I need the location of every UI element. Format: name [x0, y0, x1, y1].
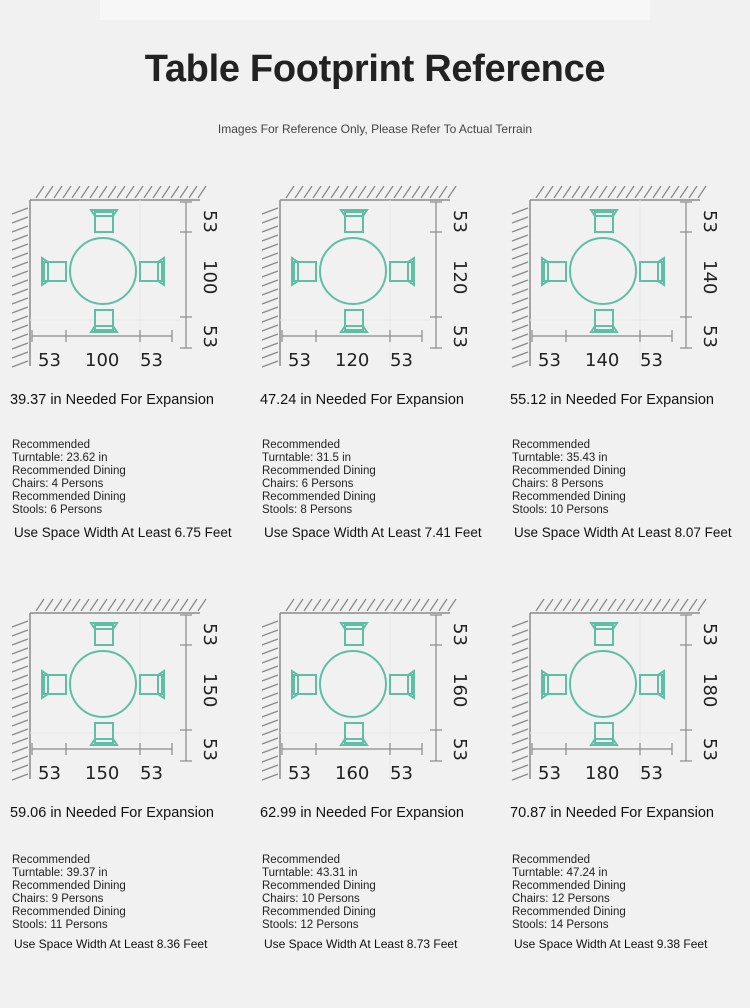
rec-line: Recommended Dining	[12, 491, 126, 503]
chair-bottom	[341, 310, 367, 332]
dim-left-label: 53	[38, 763, 61, 784]
floor-plan-diagram	[500, 180, 750, 380]
rec-line: Turntable: 31.5 in	[262, 452, 352, 464]
dim-bottom-label: 53	[699, 325, 720, 348]
chair-bottom	[341, 723, 367, 745]
rec-line: Recommended	[262, 439, 340, 451]
footprint-card	[0, 180, 250, 595]
dim-right-label: 53	[140, 763, 163, 784]
dim-mid-label: 100	[199, 260, 220, 295]
dim-bottom-label: 53	[449, 325, 470, 348]
chair-top	[91, 623, 117, 645]
room-grid	[280, 200, 430, 366]
rec-line: Recommended	[12, 854, 90, 866]
rec-line: Recommended Dining	[512, 491, 626, 503]
round-table	[320, 651, 386, 717]
rec-line: Recommended Dining	[262, 465, 376, 477]
recommendation-block	[262, 439, 462, 517]
rec-line: Stools: 6 Persons	[12, 504, 103, 516]
round-table	[70, 238, 136, 304]
space-width-note: Use Space Width At Least 8.36 Feet	[14, 937, 208, 951]
expansion-note: 39.37 in Needed For Expansion	[10, 392, 214, 408]
dim-right-label: 53	[640, 350, 663, 371]
dim-top-label: 53	[199, 623, 220, 646]
footprint-card	[250, 593, 500, 1008]
recommendation-block	[512, 854, 712, 932]
rec-line: Chairs: 9 Persons	[12, 893, 104, 905]
rec-line: Turntable: 39.37 in	[12, 867, 108, 879]
floor-plan-diagram	[0, 180, 250, 380]
round-table	[70, 651, 136, 717]
dim-top-label: 53	[699, 210, 720, 233]
dim-left-label: 53	[38, 350, 61, 371]
recommendation-block	[262, 854, 462, 932]
floor-plan-diagram	[250, 180, 500, 380]
chair-top	[591, 623, 617, 645]
chair-left	[292, 671, 316, 698]
room-grid	[280, 613, 430, 779]
dim-right-label: 53	[390, 763, 413, 784]
dim-right-label: 53	[640, 763, 663, 784]
space-width-note: Use Space Width At Least 9.38 Feet	[514, 937, 708, 951]
rec-line: Chairs: 4 Persons	[12, 478, 104, 490]
chair-bottom	[91, 723, 117, 745]
vertical-dimension	[680, 615, 692, 761]
space-width-note: Use Space Width At Least 7.41 Feet	[264, 525, 482, 540]
rec-line: Recommended Dining	[512, 906, 626, 918]
rec-line: Recommended	[512, 854, 590, 866]
dim-bottom-label: 53	[199, 325, 220, 348]
dim-bottom-label: 53	[199, 738, 220, 761]
rec-line: Chairs: 12 Persons	[512, 893, 610, 905]
expansion-note: 59.06 in Needed For Expansion	[10, 805, 214, 821]
recommendation-block	[512, 439, 712, 517]
dim-center-label: 140	[585, 350, 620, 371]
rec-line: Recommended Dining	[12, 880, 126, 892]
dim-bottom-label: 53	[449, 738, 470, 761]
expansion-note: 47.24 in Needed For Expansion	[260, 392, 464, 408]
rec-line: Recommended Dining	[262, 906, 376, 918]
header-panel	[100, 0, 650, 20]
dim-center-label: 150	[85, 763, 120, 784]
rec-line: Stools: 14 Persons	[512, 919, 609, 931]
dining-set	[292, 623, 414, 745]
dim-center-label: 120	[335, 350, 370, 371]
rec-line: Turntable: 43.31 in	[262, 867, 358, 879]
dining-set	[542, 623, 664, 745]
rec-line: Recommended Dining	[12, 465, 126, 477]
expansion-note: 55.12 in Needed For Expansion	[510, 392, 714, 408]
chair-bottom	[591, 310, 617, 332]
floor-plan-diagram	[250, 593, 500, 793]
vertical-dimension	[180, 202, 192, 348]
dining-set	[42, 210, 164, 332]
chair-right	[390, 258, 414, 285]
dining-set	[42, 623, 164, 745]
rec-line: Recommended	[512, 439, 590, 451]
dim-mid-label: 160	[449, 673, 470, 708]
chair-right	[140, 258, 164, 285]
dim-top-label: 53	[699, 623, 720, 646]
rec-line: Recommended Dining	[12, 906, 126, 918]
space-width-note: Use Space Width At Least 8.73 Feet	[264, 937, 458, 951]
footprint-card	[500, 180, 750, 595]
rec-line: Stools: 11 Persons	[12, 919, 108, 931]
dining-set	[292, 210, 414, 332]
chair-bottom	[91, 310, 117, 332]
vertical-dimension	[430, 615, 442, 761]
rec-line: Recommended Dining	[262, 880, 376, 892]
room-grid	[530, 613, 680, 779]
rec-line: Stools: 10 Persons	[512, 504, 609, 516]
room-grid	[530, 200, 680, 366]
chair-bottom	[591, 723, 617, 745]
dim-left-label: 53	[288, 350, 311, 371]
vertical-dimension	[430, 202, 442, 348]
round-table	[570, 651, 636, 717]
dim-top-label: 53	[449, 623, 470, 646]
chair-left	[42, 671, 66, 698]
room-grid	[30, 613, 180, 779]
round-table	[320, 238, 386, 304]
chair-left	[542, 258, 566, 285]
round-table	[570, 238, 636, 304]
space-width-note: Use Space Width At Least 8.07 Feet	[514, 525, 732, 540]
dim-top-label: 53	[449, 210, 470, 233]
dim-right-label: 53	[390, 350, 413, 371]
recommendation-block	[12, 854, 212, 932]
dim-top-label: 53	[199, 210, 220, 233]
page-title: Table Footprint Reference	[144, 48, 606, 90]
rec-line: Chairs: 6 Persons	[262, 478, 354, 490]
dim-center-label: 180	[585, 763, 620, 784]
rec-line: Turntable: 47.24 in	[512, 867, 608, 879]
rec-line: Recommended Dining	[512, 465, 626, 477]
dim-bottom-label: 53	[699, 738, 720, 761]
chair-top	[341, 210, 367, 232]
chair-right	[390, 671, 414, 698]
rec-line: Recommended	[262, 854, 340, 866]
rec-line: Recommended Dining	[512, 880, 626, 892]
vertical-dimension	[680, 202, 692, 348]
room-grid	[30, 200, 180, 366]
dining-set	[542, 210, 664, 332]
rec-line: Recommended	[12, 439, 90, 451]
expansion-note: 70.87 in Needed For Expansion	[510, 805, 714, 821]
chair-right	[640, 671, 664, 698]
dim-left-label: 53	[538, 763, 561, 784]
chair-right	[640, 258, 664, 285]
chair-right	[140, 671, 164, 698]
dim-mid-label: 120	[449, 260, 470, 295]
chair-left	[42, 258, 66, 285]
dim-right-label: 53	[140, 350, 163, 371]
rec-line: Chairs: 10 Persons	[262, 893, 360, 905]
space-width-note: Use Space Width At Least 6.75 Feet	[14, 525, 232, 540]
vertical-dimension	[180, 615, 192, 761]
chair-top	[591, 210, 617, 232]
chair-top	[341, 623, 367, 645]
footprint-card	[500, 593, 750, 1008]
rec-line: Recommended Dining	[262, 491, 376, 503]
dim-center-label: 160	[335, 763, 370, 784]
footprint-card	[250, 180, 500, 595]
rec-line: Turntable: 23.62 in	[12, 452, 108, 464]
rec-line: Stools: 12 Persons	[262, 919, 359, 931]
chair-left	[292, 258, 316, 285]
chair-top	[91, 210, 117, 232]
chair-left	[542, 671, 566, 698]
dim-center-label: 100	[85, 350, 120, 371]
footprint-card	[0, 593, 250, 1008]
rec-line: Chairs: 8 Persons	[512, 478, 604, 490]
dim-mid-label: 150	[199, 673, 220, 708]
dim-mid-label: 180	[699, 673, 720, 708]
expansion-note: 62.99 in Needed For Expansion	[260, 805, 464, 821]
rec-line: Stools: 8 Persons	[262, 504, 353, 516]
dim-left-label: 53	[288, 763, 311, 784]
floor-plan-diagram	[0, 593, 250, 793]
recommendation-block	[12, 439, 212, 517]
dim-mid-label: 140	[699, 260, 720, 295]
page-subtitle: Images For Reference Only, Please Refer To Actual Terrain	[217, 122, 533, 136]
floor-plan-diagram	[500, 593, 750, 793]
rec-line: Turntable: 35.43 in	[512, 452, 608, 464]
dim-left-label: 53	[538, 350, 561, 371]
